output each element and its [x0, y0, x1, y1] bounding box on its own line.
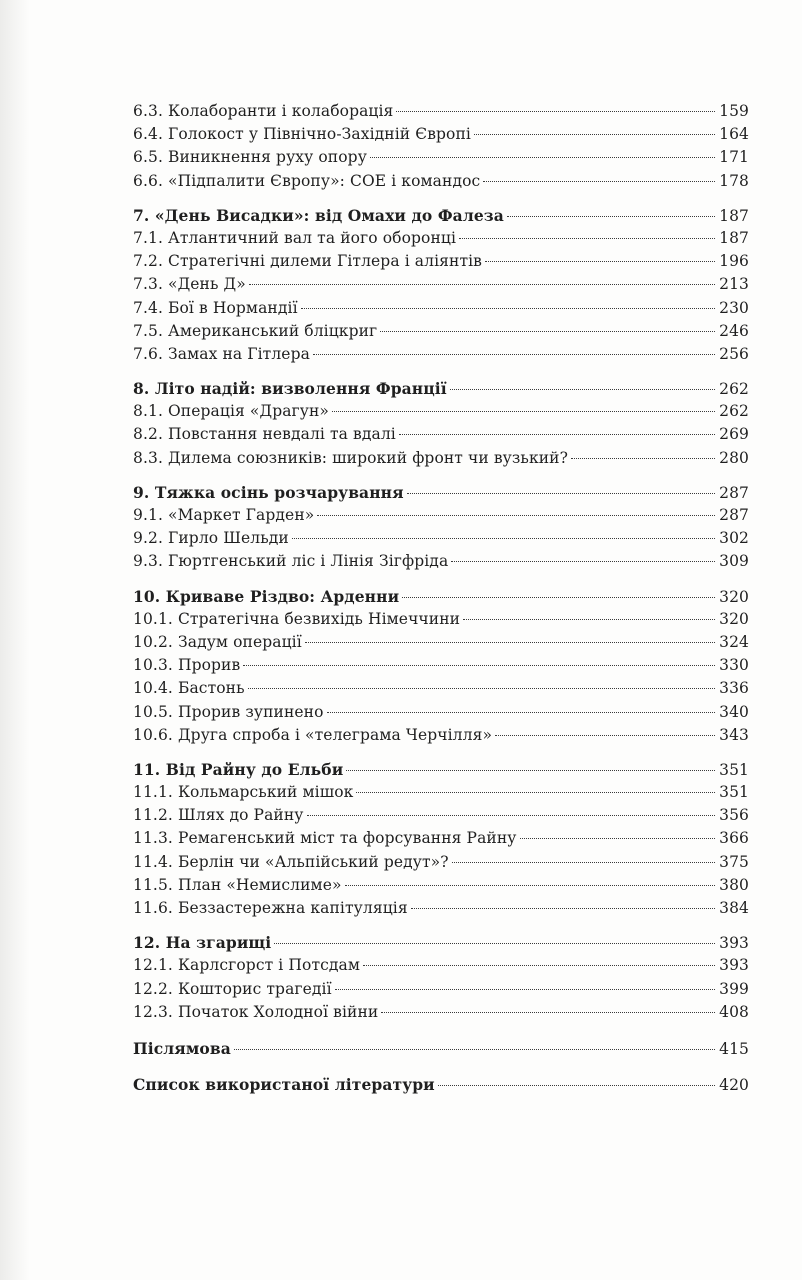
toc-entry-row: [133, 978, 749, 1001]
dot-leader: [248, 688, 715, 689]
dot-leader: [452, 862, 715, 863]
dot-leader: [463, 619, 715, 620]
toc-entry-row: [133, 724, 749, 747]
toc-page-number: 262: [719, 402, 749, 421]
dot-leader: [313, 354, 715, 355]
toc-page-number: 366: [719, 829, 749, 848]
toc-page-number: 164: [719, 125, 749, 144]
toc-entry-row: [133, 897, 749, 920]
dot-leader: [305, 642, 715, 643]
toc-title: 9.2. Гирло Шельди: [133, 529, 289, 548]
toc-page-number: 415: [719, 1039, 749, 1058]
dot-leader: [459, 238, 715, 239]
toc-page-number: 393: [719, 956, 749, 975]
dot-leader: [274, 943, 715, 944]
toc-entry-row: [133, 781, 749, 804]
toc-title: 6.4. Голокост у Північно-Західній Європі: [133, 125, 471, 144]
toc-title: 7. «День Висадки»: від Омахи до Фалеза: [133, 205, 504, 225]
dot-leader: [356, 792, 715, 793]
dot-leader: [411, 908, 715, 909]
toc-page-number: 246: [719, 321, 749, 340]
toc-title: 10.2. Задум операції: [133, 632, 302, 651]
toc-back-matter: [133, 1073, 749, 1096]
toc-title: 10.4. Бастонь: [133, 679, 245, 698]
toc-entry-row: [133, 550, 749, 573]
toc-entry-row: [133, 631, 749, 654]
toc-section: [133, 585, 749, 747]
dot-leader: [399, 434, 715, 435]
dot-leader: [346, 770, 715, 771]
toc-page-number: 287: [719, 506, 749, 524]
dot-leader: [396, 111, 715, 112]
toc-page-number: 340: [719, 702, 749, 721]
toc-title: 6.3. Колаборанти і колаборація: [133, 102, 394, 120]
dot-leader: [507, 216, 715, 217]
toc-page-number: 262: [719, 380, 749, 399]
toc-title: 11.4. Берлін чи «Альпійський редут»?: [133, 852, 449, 871]
toc-entry-row: [133, 400, 749, 423]
toc-page-number: 187: [719, 206, 749, 225]
toc-title: 11.5. План «Немислиме»: [133, 875, 342, 894]
toc-title: 10.1. Стратегічна безвихідь Німеччини: [133, 609, 461, 628]
table-of-contents: [133, 100, 749, 1096]
toc-page-number: 178: [719, 171, 749, 190]
dot-leader: [381, 1012, 715, 1013]
toc-entry-row: [133, 320, 749, 343]
toc-title: 10.3. Прорив: [133, 656, 241, 675]
toc-title: 11.2. Шлях до Райну: [133, 806, 304, 825]
toc-page-number: 159: [719, 102, 749, 120]
toc-title: 10.5. Прорив зупинено: [133, 702, 324, 721]
toc-page-number: 330: [719, 656, 749, 675]
toc-page-number: 343: [719, 725, 749, 744]
page-gutter-shadow: [0, 0, 30, 1280]
toc-page-number: 256: [719, 344, 749, 363]
dot-leader: [474, 134, 715, 135]
dot-leader: [520, 838, 716, 839]
toc-entry-row: [133, 273, 749, 296]
toc-title: 7.2. Стратегічні дилеми Гітлера і аліянтів: [133, 252, 482, 271]
toc-entry-row: [133, 227, 749, 250]
toc-entry-row: [133, 804, 749, 827]
toc-title: 9.1. «Маркет Гарден»: [133, 506, 315, 524]
toc-entry-row: [133, 297, 749, 320]
toc-chapter-row: [133, 758, 749, 781]
toc-entry-row: [133, 123, 749, 146]
toc-title: Післямова: [133, 1038, 231, 1058]
toc-section: [133, 204, 749, 366]
toc-page-number: 336: [719, 679, 749, 698]
dot-leader: [301, 308, 715, 309]
toc-page-number: 351: [719, 783, 749, 802]
toc-entry-row: [133, 100, 749, 123]
toc-title: 7.6. Замах на Гітлера: [133, 344, 310, 363]
dot-leader: [451, 561, 715, 562]
dot-leader: [317, 515, 715, 516]
toc-title: 8.3. Дилема союзників: широкий фронт чи вузький?: [133, 448, 569, 467]
toc-title: 8.1. Операція «Драгун»: [133, 402, 330, 421]
toc-section: [133, 100, 749, 193]
dot-leader: [363, 965, 715, 966]
toc-entry-row: [133, 1001, 749, 1024]
toc-entry-row: [133, 851, 749, 874]
toc-page-number: 420: [719, 1076, 749, 1095]
dot-leader: [332, 411, 715, 412]
toc-title: 12.3. Початок Холодної війни: [133, 1002, 379, 1021]
toc-page-number: 171: [719, 148, 749, 167]
toc-title: 12. На згарищі: [133, 933, 272, 953]
dot-leader: [335, 989, 715, 990]
toc-page-number: 408: [719, 1002, 749, 1021]
toc-title: 12.1. Карлсгорст і Потсдам: [133, 956, 361, 975]
toc-title: 7.1. Атлантичний вал та його оборонці: [133, 228, 457, 247]
toc-entry-row: [133, 608, 749, 631]
toc-page-number: 320: [719, 587, 749, 606]
toc-page-number: 320: [719, 609, 749, 628]
dot-leader: [345, 885, 716, 886]
toc-chapter-row: [133, 204, 749, 227]
dot-leader: [243, 665, 715, 666]
toc-page-number: 324: [719, 632, 749, 651]
toc-entry-row: [133, 447, 749, 470]
toc-title: 7.3. «День Д»: [133, 275, 246, 294]
toc-page-number: 384: [719, 899, 749, 917]
toc-chapter-row: [133, 377, 749, 400]
toc-page-number: 287: [719, 483, 749, 502]
dot-leader: [402, 597, 715, 598]
toc-page-number: 380: [719, 875, 749, 894]
toc-title: 11.1. Кольмарський мішок: [133, 783, 354, 802]
dot-leader: [495, 735, 715, 736]
toc-entry-row: [133, 874, 749, 897]
toc-section: [133, 931, 749, 1024]
toc-title: 11.3. Ремагенський міст та форсування Райну: [133, 829, 517, 848]
toc-title: 11. Від Райну до Ельби: [133, 759, 344, 779]
toc-chapter-row: [133, 481, 749, 504]
toc-entry-row: [133, 527, 749, 550]
toc-title: 8.2. Повстання невдалі та вдалі: [133, 425, 396, 444]
toc-title: 7.5. Американський бліцкриг: [133, 321, 378, 340]
toc-section: [133, 481, 749, 574]
dot-leader: [327, 712, 716, 713]
toc-page-number: 196: [719, 252, 749, 271]
toc-page-number: 213: [719, 275, 749, 294]
toc-entry-row: [133, 250, 749, 273]
toc-section: [133, 758, 749, 920]
toc-page-number: 309: [719, 552, 749, 571]
dot-leader: [407, 493, 715, 494]
toc-entry-row: [133, 146, 749, 169]
toc-entry-row: [133, 343, 749, 366]
toc-page-number: 230: [719, 298, 749, 317]
dot-leader: [292, 538, 715, 539]
toc-title: 10. Криваве Різдво: Арденни: [133, 586, 400, 606]
dot-leader: [485, 261, 715, 262]
dot-leader: [483, 181, 715, 182]
toc-page-number: 187: [719, 228, 749, 247]
toc-page-number: 269: [719, 425, 749, 444]
toc-title: 9.3. Гюртгенський ліс і Лінія Зігфріда: [133, 552, 449, 571]
toc-title: 6.6. «Підпалити Європу»: СОЕ і командос: [133, 171, 481, 190]
toc-title: 9. Тяжка осінь розчарування: [133, 482, 404, 502]
dot-leader: [380, 331, 715, 332]
toc-extra-row: [133, 1073, 749, 1096]
dot-leader: [370, 157, 715, 158]
toc-entry-row: [133, 504, 749, 527]
dot-leader: [249, 284, 715, 285]
toc-entry-row: [133, 170, 749, 193]
dot-leader: [571, 458, 715, 459]
dot-leader: [234, 1049, 715, 1050]
toc-entry-row: [133, 423, 749, 446]
toc-title: 8. Літо надій: визволення Франції: [133, 379, 447, 399]
toc-chapter-row: [133, 931, 749, 954]
dot-leader: [438, 1085, 715, 1086]
toc-page-number: 356: [719, 806, 749, 825]
toc-extra-row: [133, 1037, 749, 1060]
toc-entry-row: [133, 827, 749, 850]
toc-entry-row: [133, 654, 749, 677]
toc-entry-row: [133, 954, 749, 977]
toc-page-number: 351: [719, 760, 749, 779]
toc-section: [133, 377, 749, 470]
toc-page-number: 375: [719, 852, 749, 871]
toc-title: 11.6. Беззастережна капітуляція: [133, 899, 408, 917]
toc-page-number: 399: [719, 979, 749, 998]
dot-leader: [307, 815, 716, 816]
toc-title: 6.5. Виникнення руху опору: [133, 148, 367, 167]
toc-title: 12.2. Кошторис трагедії: [133, 979, 332, 998]
toc-back-matter: [133, 1037, 749, 1060]
dot-leader: [450, 389, 715, 390]
toc-title: 7.4. Бої в Нормандії: [133, 298, 298, 317]
toc-title: Список використаної літератури: [133, 1075, 435, 1095]
toc-page-number: 280: [719, 448, 749, 467]
toc-chapter-row: [133, 585, 749, 608]
toc-entry-row: [133, 701, 749, 724]
toc-page-number: 393: [719, 934, 749, 953]
toc-entry-row: [133, 677, 749, 700]
toc-title: 10.6. Друга спроба і «телеграма Черчілля»: [133, 725, 493, 744]
toc-page-number: 302: [719, 529, 749, 548]
